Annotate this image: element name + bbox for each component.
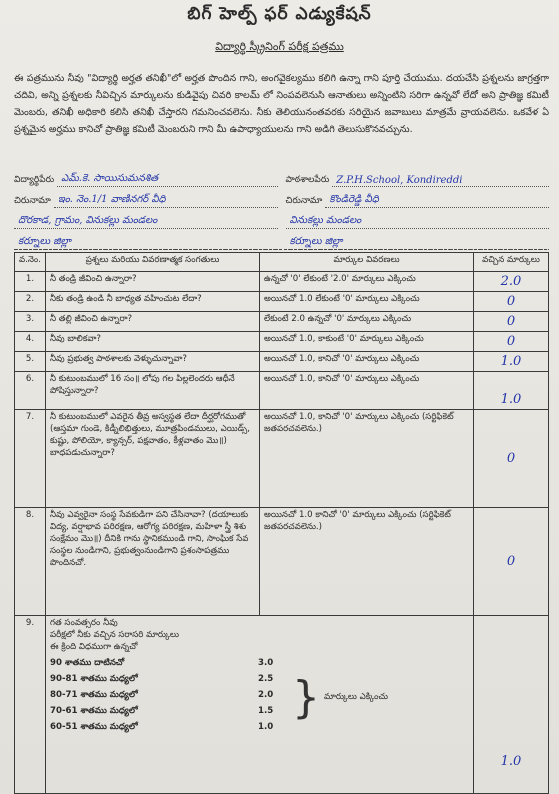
marking-rule: అయినచో 1.0, కానిచో '0' మార్కులు ఎక్కించు: [260, 372, 474, 410]
mandal-value: వినుకల్లు మండలం: [286, 214, 550, 229]
marking-rule: ఉన్నచో '0' లేకుంటే '2.0' మార్కులు ఎక్కించు: [260, 272, 474, 292]
table-row: [15, 312, 549, 332]
divider: [14, 249, 547, 250]
col-header-score: వచ్చిన మార్కులు: [474, 253, 549, 272]
col-header-question: ప్రశ్నలు మరియు వివరణాత్మక సంగతులు: [46, 253, 260, 272]
grade-marks: 3.0 2.5 2.0 1.5 1.0: [258, 658, 274, 732]
col-header-no: వ.నెం.: [15, 253, 46, 272]
row-number: 1.: [15, 272, 46, 292]
village-value: దొరకాడ, గ్రామం, వినుకల్లు మండలం: [14, 214, 278, 229]
school-value: Z.P.H.School, Kondireddi: [332, 175, 549, 187]
row-number: 7.: [15, 410, 46, 508]
question-text: నీ కుటుంబములో ఎవరైన తీవ్ర అస్వస్థత లేదా దీర్ఘరోగముతో (ఆస్తమా గుండె, కిడ్నీలిభిత్తులు, మూత్రపిండములు, ఎయిడ్స్, కుష్టు, పోలియో, క్యాన్సర్, పక్షవాతం, కీళ్లవాతం మొ॥) బాధపడుచున్నారా?: [46, 410, 260, 508]
question-text: నీవు ఎవ్వరైనా సంస్థ సేవకుడిగా పని చేసినావా? (దయాలుకు విద్య, వర్షాభావ పరిరక్షణ, ఆరోగ్య పరిరక్షణ, మహిళా స్త్రీ శిశు సంక్షేమం మొ॥) దీనికి గాను స్థానికముండి గాని, సాంఘిక సేవ సంస్థల నుండిగాని, ప్రభుత్వంనుండిగాని ప్రశంసాపత్రము పొందినచో.: [46, 508, 260, 616]
screening-table: [14, 252, 549, 794]
row-number: 9.: [15, 616, 46, 794]
student-name-value: ఎమ్.కె. సాయిసుమనశిత: [57, 172, 277, 187]
field-row-2: [14, 187, 549, 208]
district-value: కర్నూలు జిల్లా: [14, 235, 278, 250]
score-value: 1.0: [474, 352, 549, 372]
table-header-row: [15, 253, 549, 272]
marking-rule: అయినచో 1.0, కాకుంటే '0' మార్కులు ఎక్కించు: [260, 332, 474, 352]
table-row: [15, 332, 549, 352]
table-row: [15, 410, 549, 508]
col-header-marking: మార్కుల వివరణలు: [260, 253, 474, 272]
table-row: [15, 292, 549, 312]
grade-cell: [46, 616, 474, 794]
field-row-4: [14, 229, 549, 250]
score-value: 2.0: [474, 272, 549, 292]
grade-ranges: 90 శాతము దాటినచో 90-81 శాతము మధ్యలో 80-71 శాతము మధ్యలో 70-61 శాతము మధ్యలో 60-51 శాతము మధ్యలో: [50, 658, 138, 732]
row-number: 2.: [15, 292, 46, 312]
marking-rule: లేకుంటే 2.0 ఉన్నచో '0' మార్కులు ఎక్కించు: [260, 312, 474, 332]
question-text: నీ తండ్రి జీవించి ఉన్నారా?: [46, 272, 260, 292]
score-value: 0: [474, 292, 549, 312]
form-subtitle: విద్యార్థి స్క్రీనింగ్ పరీక్ష పత్రము: [215, 40, 344, 53]
row-number: 5.: [15, 352, 46, 372]
table-row: [15, 616, 549, 794]
score-value: 0: [474, 332, 549, 352]
student-name-label: విద్యార్థిపేరు: [14, 175, 55, 185]
student-details: [14, 166, 549, 250]
address-value: ఇం. నెం.1/1 వాణినగర్ వీధి: [54, 193, 278, 208]
question-text: నీ కుటుంబములో 16 సం॥ లోపు గల పిల్లలెందరు ఆధీనే పోషిస్తున్నారా?: [46, 372, 260, 410]
row-number: 6.: [15, 372, 46, 410]
score-value: 0: [474, 312, 549, 332]
score-value: 1.0: [474, 616, 549, 794]
address-label: చిరునామా: [14, 196, 51, 206]
table-row: [15, 272, 549, 292]
score-value: 0: [474, 508, 549, 616]
question-text: నీవు బాలికవా?: [46, 332, 260, 352]
score-value: 1.0: [474, 372, 549, 410]
marking-rule: అయినచో 1.0, కానిచో '0' మార్కులు ఎక్కించు (సర్టిఫికెట్ జతపరచవలెను.): [260, 410, 474, 508]
brace: }: [292, 672, 320, 723]
row-number: 3.: [15, 312, 46, 332]
row-number: 8.: [15, 508, 46, 616]
grade-question: గత సంవత్సరం నీవు పరీక్షలో నీకు వచ్చిన సరాసరి మార్కులు ఈ క్రింది విధముగా ఉన్నచో: [50, 618, 179, 652]
form-title: బిగ్ హెల్ప్ ఫర్ ఎడ్యుకేషన్: [187, 4, 372, 24]
table-row: [15, 352, 549, 372]
question-text: నీకు తండ్రి ఉండి నీ బాధ్యత వహించుట లేదా?: [46, 292, 260, 312]
table-row: [15, 372, 549, 410]
question-text: నీవు ప్రభుత్వ పాఠశాలకు వెళ్ళుచున్నావా?: [46, 352, 260, 372]
school-label: పాఠశాలపేరు: [285, 175, 330, 185]
table-row: [15, 508, 549, 616]
field-row-3: [14, 208, 549, 229]
score-value: 0: [474, 410, 549, 508]
grade-marking-rule: మార్కులు ఎక్కించు: [324, 692, 389, 702]
row-number: 4.: [15, 332, 46, 352]
instructions-paragraph: ఈ పత్రమును నీవు "విద్యార్థి అర్హత తనిఖీ"లో అర్హత పొందిన గాని, అంగవైకల్యము కలిగి ఉన్నా గాని పూర్తి చేయుము. దయచేసి ప్రశ్నలను జాగ్రత్తగా చదివి, అన్ని ప్రశ్నలకు నీవిచ్చిన మార్కులను కుడివైపు చివరి కాలమ్ లో నింపవలెనుసి ఆనాతులు అన్నింటిని సరిగా ఉన్నవో లేదో అని ప్రాతిజ్ఞ కమిటీ మెంబరు, తనిఖీ అధికారి కలిసి తనిఖీ చేస్తారని గమనించవలెను. నీకు తెలియునంతవరకు సరియైన జవాబులు మాత్రమే వ్రాయవలెను. ఒకవేళ ఏ ప్రశ్నమైన అర్హము కానిచో ప్రాతిజ్ఞ కమిటీ మెంబరుని గాని మీ ఉపాధ్యాయులను గాని అడిగి తెలుసుకొనవచ్చును.: [14, 73, 549, 135]
marking-rule: అయినచో 1.0 కానిచో '0' మార్కులు ఎక్కించు (సర్టిఫికెట్ జతపరచవలెను.): [260, 508, 474, 616]
field-row-1: [14, 166, 549, 187]
address2-value: కొండిరెడ్డి వీధి: [325, 193, 549, 208]
district2-value: కర్నూలు జిల్లా: [286, 235, 550, 250]
marking-rule: అయినచో 1.0 లేకుంటే '0' మార్కులు ఎక్కించు: [260, 292, 474, 312]
address2-label: చిరునామా: [285, 196, 323, 206]
question-text: నీ తల్లి జీవించి ఉన్నారా?: [46, 312, 260, 332]
marking-rule: అయినచో 1.0, కానిచో '0' మార్కులు ఎక్కించు: [260, 352, 474, 372]
